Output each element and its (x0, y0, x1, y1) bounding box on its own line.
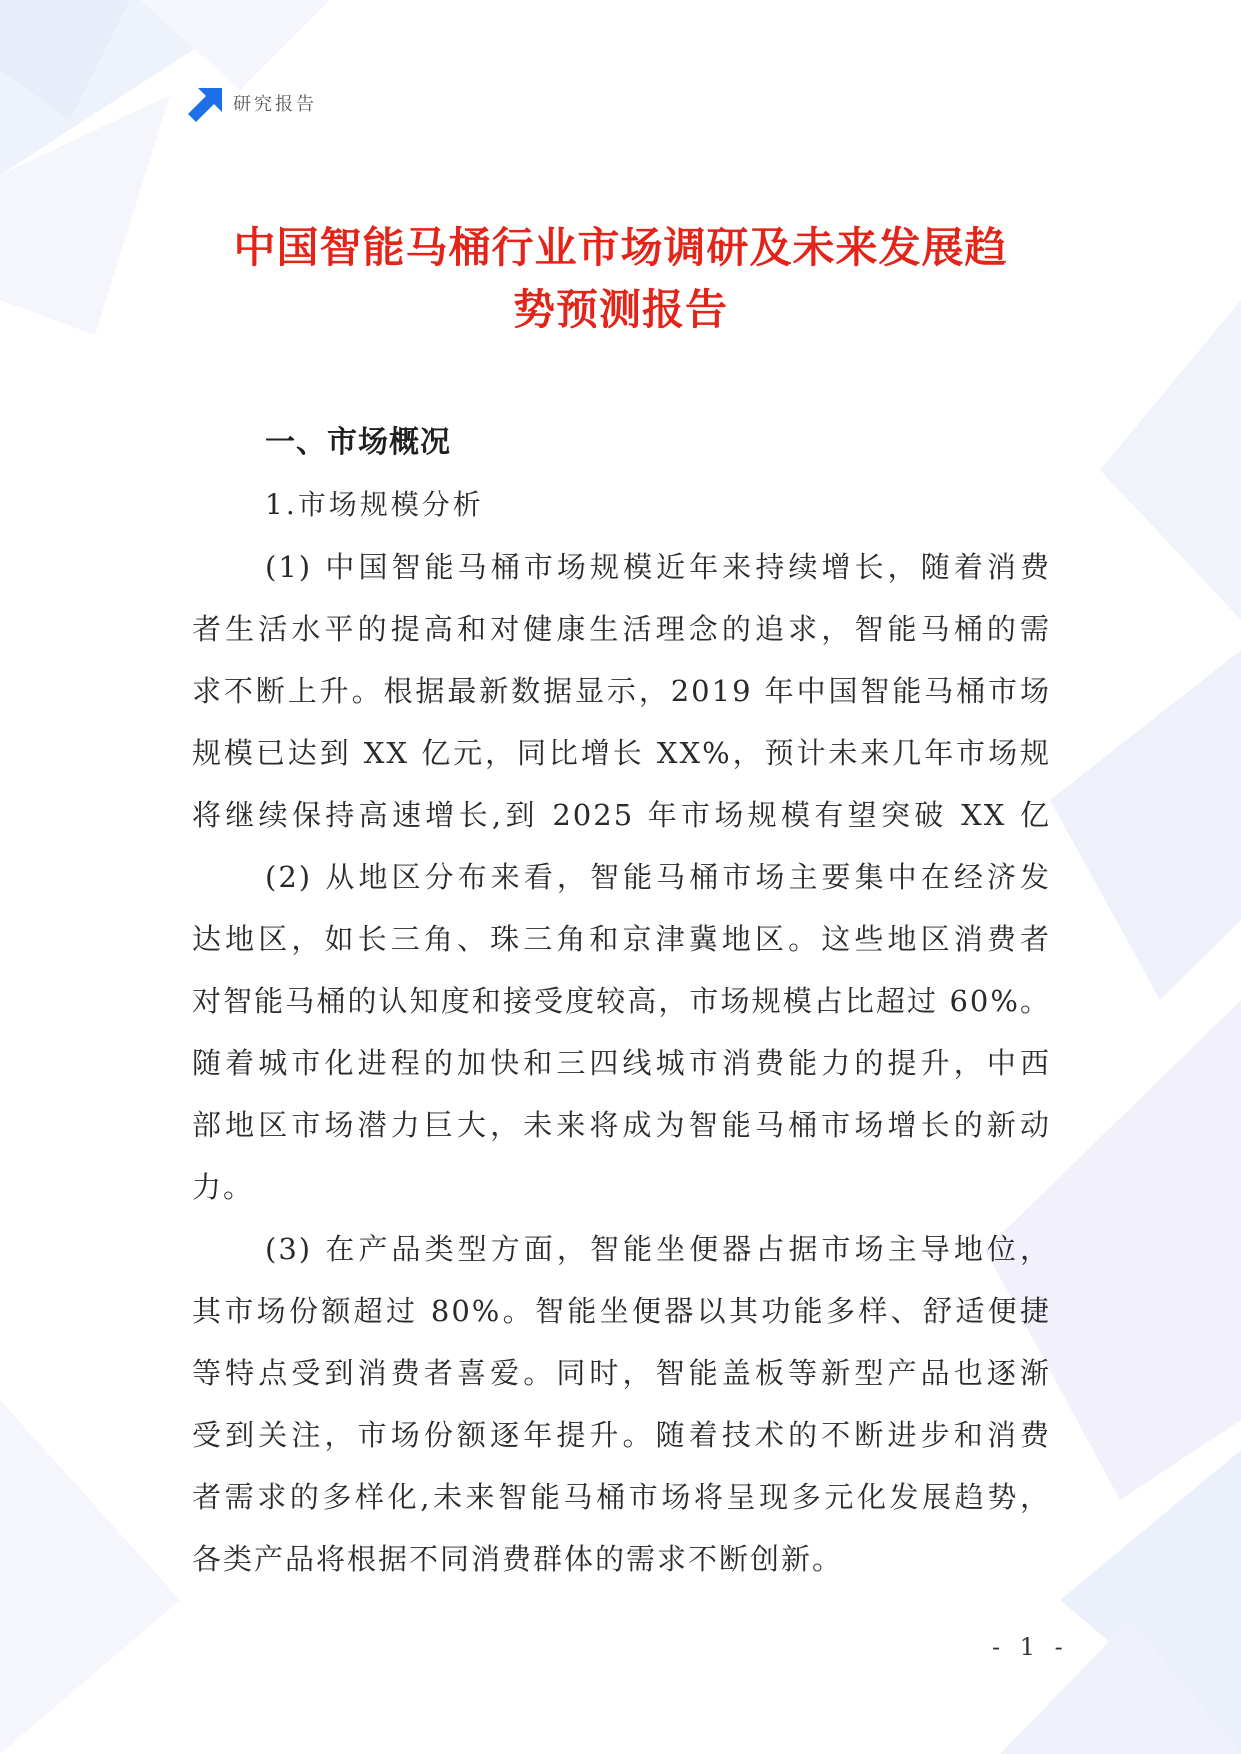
paragraph-1 (192, 536, 1051, 846)
paragraph-line: 等特点受到消费者喜爱。同时，智能盖板等新型产品也逐渐 (192, 1356, 1051, 1390)
paragraph-line: (1) 中国智能马桶市场规模近年来持续增长，随着消费 (265, 550, 1051, 584)
arrow-up-right-icon (188, 88, 222, 122)
section-heading: 一、市场概况 (265, 425, 451, 460)
title-line: 中国智能马桶行业市场调研及未来发展趋 (233, 223, 1008, 272)
paragraph-line: 规模已达到 XX 亿元，同比增长 XX%，预计未来几年市场规 (192, 736, 1051, 770)
page-number: - 1 - (992, 1633, 1069, 1661)
header-label: 研究报告 (233, 94, 317, 115)
title-line: 势预测报告 (512, 285, 728, 334)
paragraph-line: 部地区市场潜力巨大，未来将成为智能马桶市场增长的新动 (192, 1108, 1051, 1142)
paragraph-line: 其市场份额超过 80%。智能坐便器以其功能多样、舒适便捷 (192, 1294, 1051, 1328)
paragraph-line: 者需求的多样化,未来智能马桶市场将呈现多元化发展趋势， (192, 1480, 1051, 1514)
paragraph-line: 力。 (192, 1170, 255, 1204)
paragraph-line: (3) 在产品类型方面，智能坐便器占据市场主导地位， (265, 1232, 1051, 1266)
paragraph-line: 者生活水平的提高和对健康生活理念的追求，智能马桶的需 (192, 612, 1051, 646)
paragraph-line: 受到关注，市场份额逐年提升。随着技术的不断进步和消费 (192, 1418, 1051, 1452)
paragraph-line: 将继续保持高速增长,到 2025 年市场规模有望突破 XX 亿 (192, 798, 1051, 832)
logo (188, 88, 222, 122)
paragraph-line: 随着城市化进程的加快和三四线城市消费能力的提升，中西 (192, 1046, 1051, 1080)
paragraph-line: 达地区，如长三角、珠三角和京津冀地区。这些地区消费者 (192, 922, 1051, 956)
paragraph-line: 对智能马桶的认知度和接受度较高，市场规模占比超过 60%。 (192, 984, 1051, 1018)
paragraph-line: 求不断上升。根据最新数据显示，2019 年中国智能马桶市场 (192, 674, 1051, 708)
subheading: 1.市场规模分析 (265, 488, 484, 521)
paragraph-3 (192, 1218, 1051, 1590)
paragraph-line: 各类产品将根据不同消费群体的需求不断创新。 (192, 1542, 844, 1576)
paragraph-line: (2) 从地区分布来看，智能马桶市场主要集中在经济发 (265, 860, 1051, 894)
page-title (0, 217, 1241, 341)
document-body (192, 412, 1051, 1590)
paragraph-2 (192, 846, 1051, 1218)
